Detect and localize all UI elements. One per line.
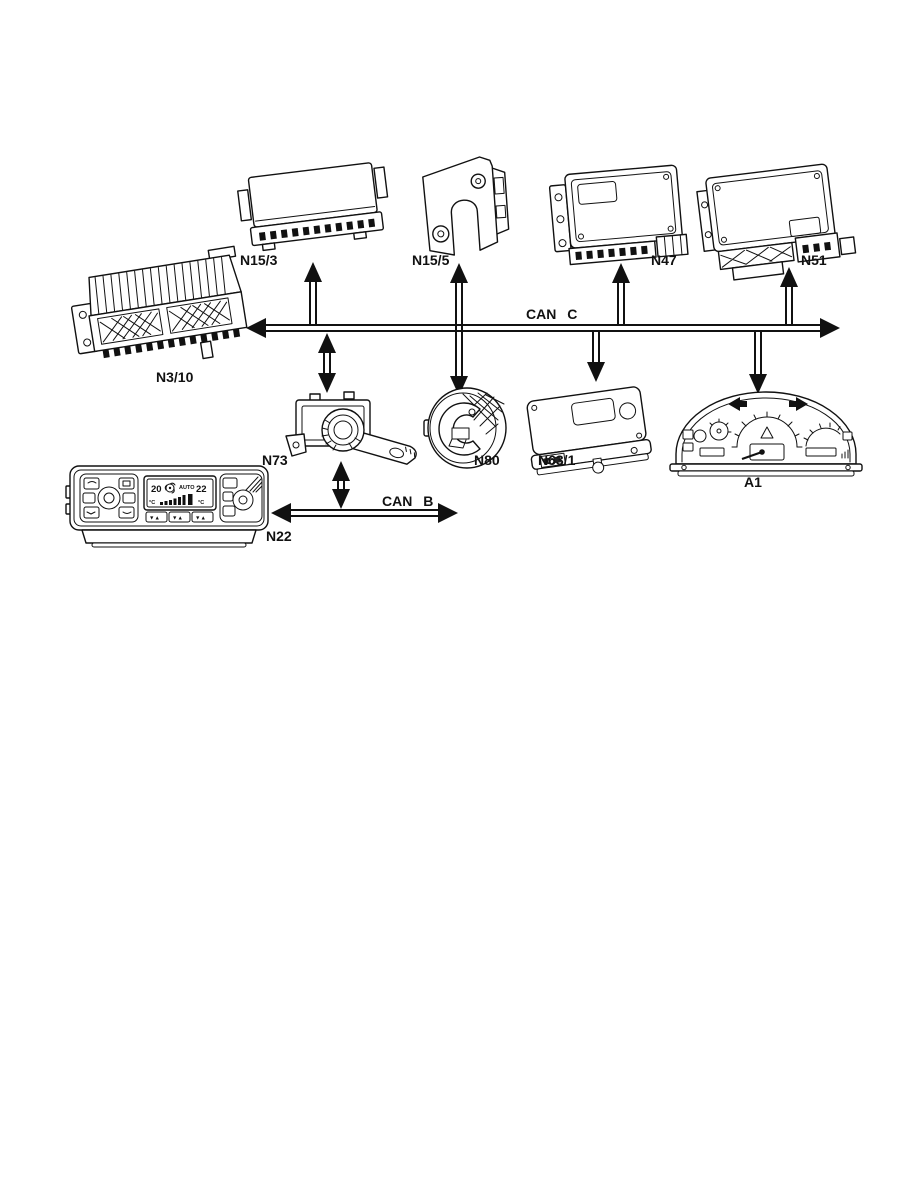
arrow-up-icon xyxy=(450,263,468,283)
branch-n63-1 xyxy=(587,331,605,382)
arrow-right-icon xyxy=(820,318,840,338)
arrow-down-icon xyxy=(332,489,350,509)
branch-a1 xyxy=(749,331,767,394)
arrow-down-icon xyxy=(587,362,605,382)
label-n80: N80 xyxy=(474,452,500,468)
label-n51: N51 xyxy=(801,252,827,268)
module-n51 xyxy=(695,162,857,284)
branch-n73-canb xyxy=(332,461,350,509)
branch-n15-3 xyxy=(304,262,322,325)
arrow-up-icon xyxy=(318,333,336,353)
module-n73 xyxy=(286,392,418,466)
module-n22 xyxy=(66,466,268,547)
branch-n47 xyxy=(612,263,630,325)
rocker-glyph: ▼▲ xyxy=(172,515,183,522)
label-n47: N47 xyxy=(651,252,677,268)
temp-left-value: 20 xyxy=(151,484,162,495)
label-can-b: CAN B xyxy=(382,493,434,509)
module-a1 xyxy=(670,392,862,476)
right-button-cluster xyxy=(220,474,262,522)
label-n73: N73 xyxy=(262,452,288,468)
label-can-c: CAN C xyxy=(526,306,578,322)
rocker-glyph: ▼▲ xyxy=(195,515,206,522)
unit-left-label: °C xyxy=(149,500,156,506)
arrow-down-icon xyxy=(318,373,336,393)
arrow-down-icon xyxy=(749,374,767,394)
module-n15-5 xyxy=(422,155,510,256)
label-n63-1: N63/1 xyxy=(538,452,576,468)
label-n15-3: N15/3 xyxy=(240,252,278,268)
arrow-left-icon xyxy=(271,503,291,523)
temp-right-value: 22 xyxy=(196,484,207,495)
unit-right-label: °C xyxy=(198,500,205,506)
left-button-cluster xyxy=(80,474,138,522)
branch-n15-5-n80 xyxy=(450,263,468,396)
label-n3-10: N3/10 xyxy=(156,369,194,385)
mode-label: AUTO xyxy=(179,485,195,491)
rocker-buttons xyxy=(146,512,213,522)
label-n15-5: N15/5 xyxy=(412,252,450,268)
module-n3-10 xyxy=(66,246,250,377)
climate-display xyxy=(144,476,216,522)
label-a1: A1 xyxy=(744,474,762,490)
arrow-up-icon xyxy=(304,262,322,282)
module-n15-3 xyxy=(236,161,392,252)
label-n22: N22 xyxy=(266,528,292,544)
arrow-left-icon xyxy=(246,318,266,338)
arrow-up-icon xyxy=(612,263,630,283)
arrow-right-icon xyxy=(438,503,458,523)
branch-n73-canc xyxy=(318,333,336,393)
rocker-glyph: ▼▲ xyxy=(149,515,160,522)
arrow-up-icon xyxy=(332,461,350,481)
module-n47 xyxy=(549,165,688,266)
branch-n51 xyxy=(780,267,798,325)
